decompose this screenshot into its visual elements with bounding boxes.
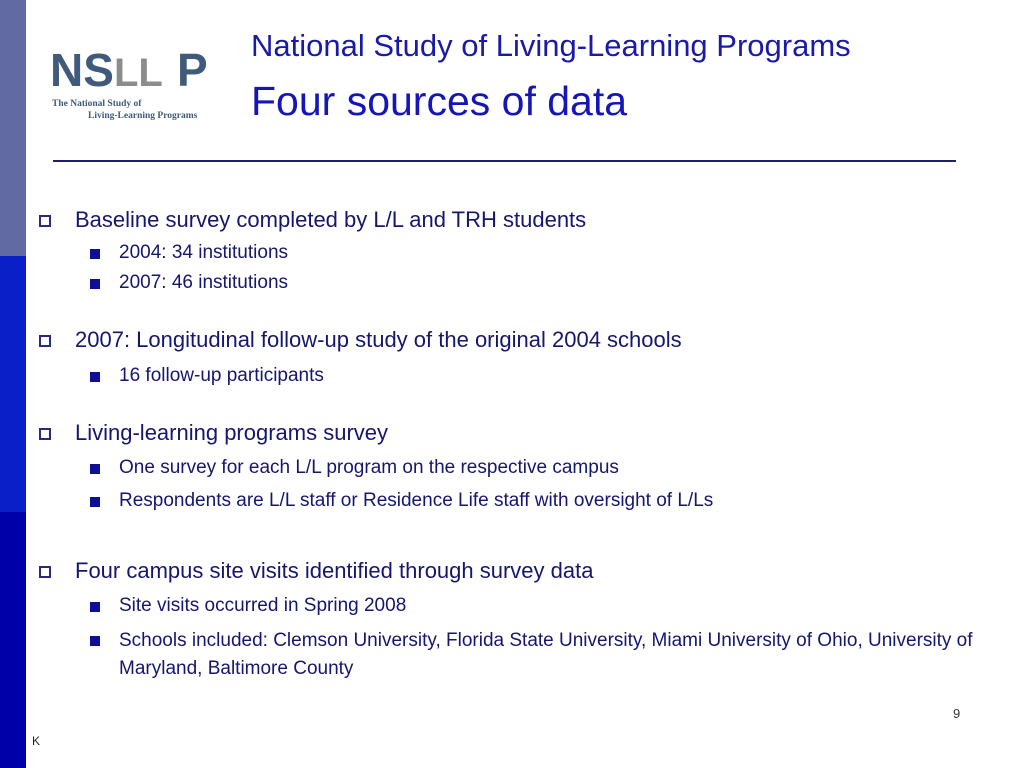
footer-letter: K xyxy=(32,734,41,748)
subbullet-one-survey-each: One survey for each L/L program on the respective campus xyxy=(119,457,619,478)
logo-p: P xyxy=(177,46,208,96)
bullet-longitudinal-study: 2007: Longitudinal follow-up study of the original 2004 schools xyxy=(75,327,682,352)
bullet-programs-survey: Living-learning programs survey xyxy=(75,420,389,445)
logo-ll: LL xyxy=(114,51,163,95)
logo-tagline-2: Living-Learning Programs xyxy=(88,111,198,121)
subbullet-2007-institutions: 2007: 46 institutions xyxy=(119,272,289,293)
logo-ns: NS xyxy=(50,46,114,96)
subbullet-respondents: Respondents are L/L staff or Residence Life staff with oversight of L/Ls xyxy=(119,490,714,511)
subbullet-2004-institutions: 2004: 34 institutions xyxy=(119,242,289,263)
subbullet-spring-2008: Site visits occurred in Spring 2008 xyxy=(119,595,407,616)
bullet-baseline-survey: Baseline survey completed by L/L and TRH students xyxy=(75,207,587,232)
slide-title-line1: National Study of Living-Learning Programs xyxy=(251,28,851,63)
subbullet-followup-participants: 16 follow-up participants xyxy=(119,365,324,386)
slide-title-line2: Four sources of data xyxy=(251,78,628,124)
logo-tagline-1: The National Study of xyxy=(52,99,142,109)
slide-number: 9 xyxy=(953,706,961,721)
bullet-site-visits: Four campus site visits identified through survey data xyxy=(75,558,594,583)
subbullet-schools-included: Schools included: Clemson University, Florida State University, Miami University of Ohio, University of Maryland, Baltimore County xyxy=(119,627,989,683)
